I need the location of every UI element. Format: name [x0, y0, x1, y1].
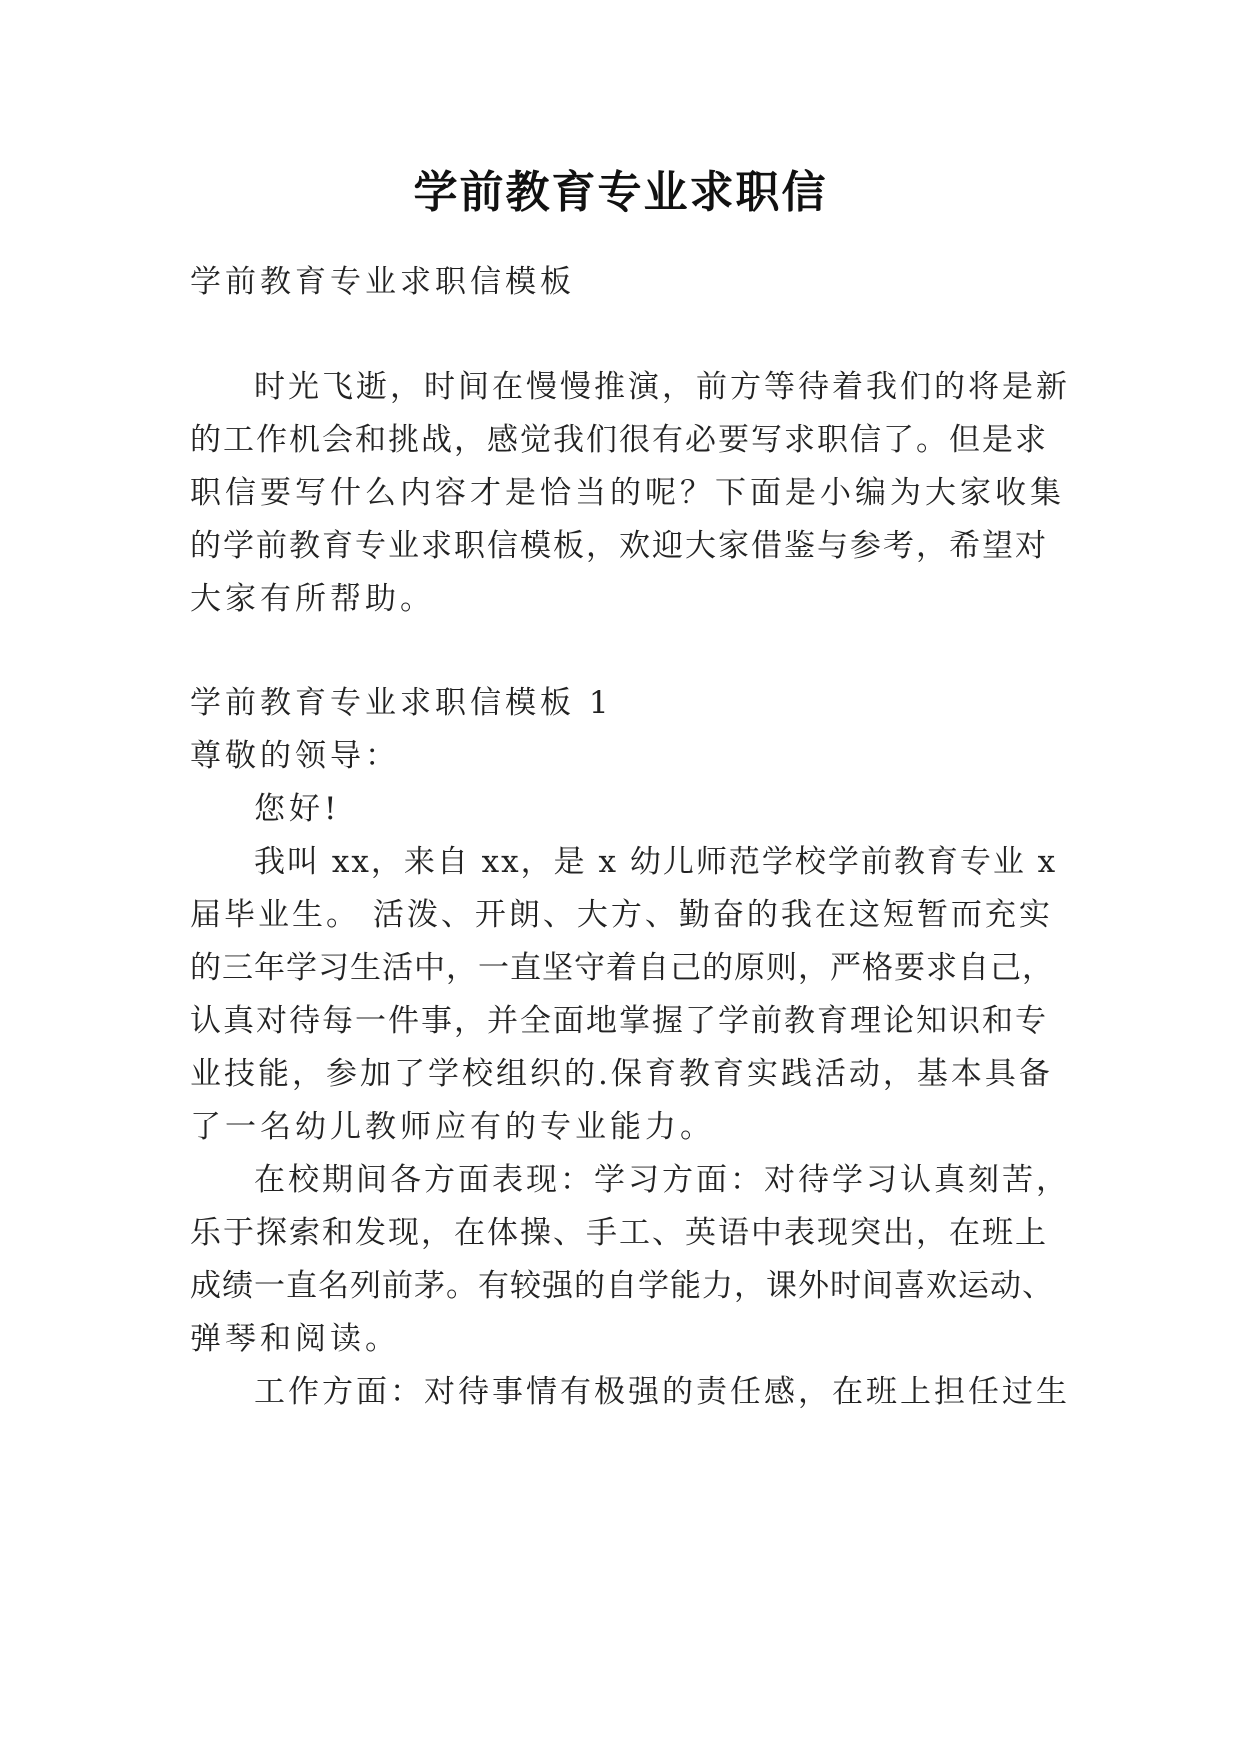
- document-subtitle: 学前教育专业求职信模板: [190, 264, 575, 300]
- intro-line: 的学前教育专业求职信模板，欢迎大家借鉴与参考，希望对: [190, 528, 1048, 564]
- document-title: 学前教育专业求职信: [413, 167, 828, 218]
- paragraph-line: 的三年学习生活中，一直坚守着自己的原则，严格要求自己，: [190, 950, 1054, 986]
- paragraph-line: 届毕业生。 活泼、开朗、大方、勤奋的我在这短暂而充实: [190, 897, 1053, 933]
- paragraph-line: 业技能，参加了学校组织的.保育教育实践活动，基本具备: [190, 1056, 1053, 1092]
- paragraph-line: 在校期间各方面表现：学习方面：对待学习认真刻苦，: [254, 1162, 1070, 1198]
- paragraph-line: 成绩一直名列前茅。有较强的自学能力，课外时间喜欢运动、: [190, 1268, 1054, 1304]
- intro-line: 时光飞逝，时间在慢慢推演，前方等待着我们的将是新: [254, 369, 1070, 405]
- paragraph-line: 我叫 xx，来自 xx，是 x 幼儿师范学校学前教育专业 x: [254, 844, 1058, 880]
- section-heading: 学前教育专业求职信模板 1: [190, 685, 613, 721]
- intro-line: 大家有所帮助。: [190, 581, 435, 617]
- intro-line: 的工作机会和挑战，感觉我们很有必要写求职信了。但是求: [190, 422, 1048, 458]
- paragraph-line: 工作方面：对待事情有极强的责任感，在班上担任过生: [254, 1374, 1070, 1410]
- salutation: 尊敬的领导：: [190, 738, 400, 774]
- paragraph-line: 认真对待每一件事，并全面地掌握了学前教育理论知识和专: [190, 1003, 1048, 1039]
- paragraph-line: 弹琴和阅读。: [190, 1321, 400, 1357]
- paragraph-line: 了一名幼儿教师应有的专业能力。: [190, 1109, 715, 1145]
- intro-line: 职信要写什么内容才是恰当的呢？下面是小编为大家收集: [190, 475, 1065, 511]
- greeting: 您好!: [254, 791, 341, 827]
- paragraph-line: 乐于探索和发现，在体操、手工、英语中表现突出，在班上: [190, 1215, 1048, 1251]
